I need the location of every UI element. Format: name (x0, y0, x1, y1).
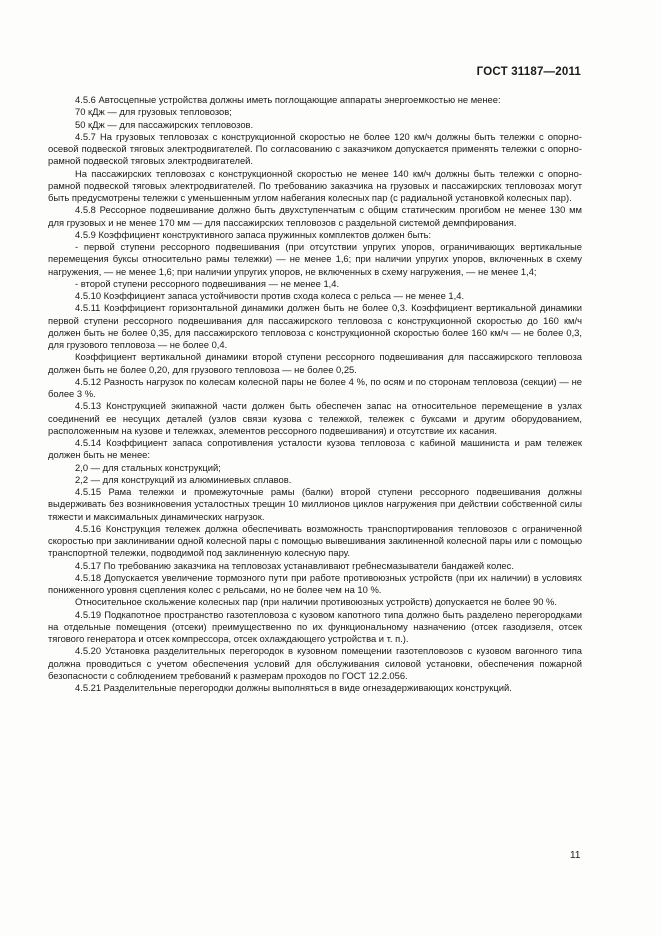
standard-header: ГОСТ 31187—2011 (476, 66, 581, 78)
clause-4-5-6-item-passenger: 50 кДж — для пассажирских тепловозов. (75, 118, 254, 130)
clause-4-5-11-continued: Коэффициент вертикальной динамики второй ступени рессорного подвешивания для пассажирского тепловоза должен быть не более 0,20, для грузового тепловоза — не более 0,25. (48, 351, 582, 375)
clause-4-5-8: 4.5.8 Рессорное подвешивание должно быть двухступенчатым с общим статическим прогибом не менее 130 мм для грузовых и не менее 170 мм — для пассажирских тепловозов с раздельной системой демпфирования. (48, 204, 582, 228)
clause-4-5-18: 4.5.18 Допускается увеличение тормозного пути при работе противоюзных устройств (при их наличии) в условиях пониженного уровня сцепления колес с рельсами, но не более чем на 10 %. (48, 571, 582, 595)
clause-4-5-7: 4.5.7 На грузовых тепловозах с конструкционной скоростью не более 120 км/ч должны быть тележки с опорно-осевой подвеской тяговых электродвигателей. По согласованию с заказчиком допускается применять тележки с опорно-рамной подвеской тяговых электродвигателей. (48, 130, 582, 167)
clause-4-5-13: 4.5.13 Конструкцией экипажной части должен быть обеспечен запас на относительное перемещение в узлах соединений ее несущих деталей (узлов связи кузова с тележкой, тележек с буксами и другим оборудованием, расположенным на кузове и тележках, элементов рессорного подвешивания) и отсутствие их касания. (48, 400, 582, 436)
clause-4-5-7-continued: На пассажирских тепловозах с конструкционной скоростью не менее 140 км/ч должны быть тележки с опорно-рамной подвеской тяговых электродвигателей. По требованию заказчика на грузовых и пассажирских тепловозах могут быть предусмотрены тележки с уменьшенным углом набегания колесных пар (с радиальной установкой колесных пар). (48, 167, 582, 203)
page-number: 11 (570, 850, 581, 861)
clause-4-5-14: 4.5.14 Коэффициент запаса сопротивления усталости кузова тепловоза с кабиной машиниста и рам тележек должен быть не менее: (48, 437, 582, 461)
clause-4-5-12: 4.5.12 Разность нагрузок по колесам колесной пары не более 4 %, по осям и по сторонам тепловоза (секции) — не более 3 %. (48, 375, 582, 399)
clause-4-5-9-item-second-stage: - второй ступени рессорного подвешивания — не менее 1,4. (75, 277, 340, 289)
clause-4-5-16: 4.5.16 Конструкция тележек должна обеспечивать возможность транспортирования тепловозов с ограниченной скоростью при заклинивании одной колесной пары с помощью вывешивания заклиненной колесной пары или с помощью транспортной тележки, подводимой под заклиненную колесную пару. (48, 522, 582, 559)
clause-4-5-6: 4.5.6 Автосцепные устройства должны иметь поглощающие аппараты энергоемкостью не менее: (75, 94, 501, 105)
clause-4-5-11: 4.5.11 Коэффициент горизонтальной динамики должен быть не более 0,3. Коэффициент вертикальной динамики первой ступени рессорного подвешивания для пассажирского тепловоза с конструкционной скоростью до 160 км/ч должен быть не более 0,35, для пассажирского тепловоза с конструкционной скоростью более 160 км/ч — не более 0,3, для грузового тепловоза — не более 0,4. (48, 302, 582, 350)
clause-4-5-14-item-aluminium: 2,2 — для конструкций из алюминиевых сплавов. (75, 473, 292, 485)
clause-4-5-6-item-freight: 70 кДж — для грузовых тепловозов; (75, 106, 232, 118)
clause-4-5-19: 4.5.19 Подкапотное пространство газотепловоза с кузовом капотного типа должно быть разделено перегородками на отдельные помещения (отсеки) преимущественно по их функциональному назначению (отсек газодизеля, отсек тягового генератора и отсек компрессора, отсек охлаждающего устройства и т. п.). (48, 608, 582, 644)
clause-4-5-18-continued: Относительное скольжение колесных пар (при наличии противоюзных устройств) допускается не более 90 %. (75, 596, 557, 608)
clause-4-5-20: 4.5.20 Установка разделительных перегородок в кузовном помещении газотепловозов с кузовом вагонного типа должна проводиться с учетом обеспечения условий для обслуживания силовой установки, обеспечения пожарной безопасности с соблюдением требований к размерам проходов по ГОСТ 12.2.056. (48, 645, 582, 681)
clause-4-5-14-item-steel: 2,0 — для стальных конструкций; (75, 461, 221, 473)
clause-4-5-9-item-first-stage: - первой ступени рессорного подвешивания (при отсутствии упругих упоров, ограничивающих вертикальные перемещения буксы относительно рамы тележки) — не менее 1,6; при наличии упругих упоров, включенных в схему нагружения, — не менее 1,6; при наличии упругих упоров, не включенных в схему нагружения, — не менее 1,4; (48, 241, 582, 277)
clause-4-5-17: 4.5.17 По требованию заказчика на тепловозах устанавливают гребнесмазыватели бандажей колес. (75, 559, 514, 571)
page-body (48, 94, 582, 694)
clause-4-5-10: 4.5.10 Коэффициент запаса устойчивости против схода колеса с рельса — не менее 1,4. (75, 290, 465, 301)
clause-4-5-15: 4.5.15 Рама тележки и промежуточные рамы (балки) второй ступени рессорного подвешивания должны выдерживать без возникновения усталостных трещин 10 миллионов циклов нагружения при действии собственной силы тяжести и максимальных динамических нагрузок. (48, 486, 582, 522)
clause-4-5-9: 4.5.9 Коэффициент конструктивного запаса пружинных комплектов должен быть: (75, 228, 432, 240)
clause-4-5-21: 4.5.21 Разделительные перегородки должны выполняться в виде огнезадерживающих конструкций. (75, 682, 512, 693)
